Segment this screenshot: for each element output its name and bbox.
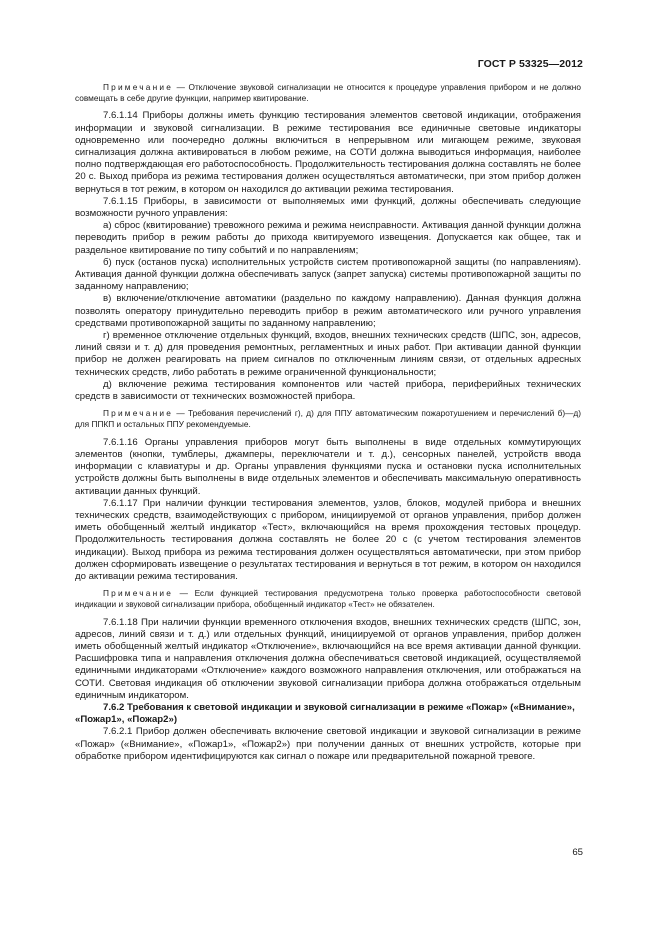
list-item-v: в) включение/отключение автоматики (раздельно по каждому направлению). Данная функция должна позволять оператору принудительно переводить прибор в режим автоматического или ручного управления средствами противопожарной защиты по заданному направлению; <box>75 293 581 329</box>
paragraph-7-6-1-17: 7.6.1.17 При наличии функции тестирования элементов, узлов, блоков, модулей прибора и внешних технических средств, взаимодействующих с прибором, инициируемой от органов управления, прибор должен иметь обобщенный желтый индикатор «Тест», включающийся на время прохождения тестовых процедур. Продолжительность тестирования должна составлять не более 20 с (с учетом тестирования элементов индикации). Выход прибора из режима тестирования должен осуществляться автоматически, при этом прибор должен сформировать извещение о результатах тестирования и вернуться в тот режим, в котором он находился до активации режима тестирования. <box>75 497 581 582</box>
page-number: 65 <box>572 847 583 858</box>
note-2 <box>75 408 581 430</box>
paragraph-7-6-1-18: 7.6.1.18 При наличии функции временного отключения входов, внешних технических средств (ШПС, зон, адресов, линий связи и т. д.) или отдельных функций, инициируемой от органов управления, прибор должен иметь обобщенный желтый индикатор «Отключение», включающийся на все время активации данной функции. Расшифровка типа и направления отключения должна обеспечиваться световой индикацией, осуществляемой единичными индикаторами «Отключение» каждого возможного направления отключения, или отображаться на СОТИ. Световая индикация об отключении звуковой сигнализации прибора должна отображаться отдельным единичным индикатором. <box>75 616 581 701</box>
standard-designation: ГОСТ Р 53325—2012 <box>477 58 583 70</box>
paragraph-7-6-1-14: 7.6.1.14 Приборы должны иметь функцию тестирования элементов световой индикации, отображения информации и звуковой сигнализации. В режиме тестирования все единичные световые индикаторы одновременно или поочередно должны включиться в непрерывном или мигающем режиме, звуковая сигнализация должна активироваться в любом режиме, на СОТИ должна выводиться информация, наиболее полно подтверждающая его работоспособность. Продолжительность тестирования должна составлять не более 20 с. Выход прибора из режима тестирования должен осуществляться автоматически, при этом прибор должен вернуться в тот режим, в котором он находился до активации режима тестирования. <box>75 110 581 195</box>
note-1 <box>75 82 581 104</box>
paragraph-7-6-1-15: 7.6.1.15 Приборы, в зависимости от выполняемых ими функций, должны обеспечивать следующие возможности ручного управления: <box>75 195 581 220</box>
note-label: Примечание <box>103 408 174 419</box>
note-1-text: — Отключение звуковой сигнализации не относится к процедуре управления прибором и не должно совмещать в себе другие функции, например квитирование. <box>75 82 581 104</box>
section-heading-7-6-2: 7.6.2 Требования к световой индикации и звуковой сигнализации в режиме «Пожар» («Внимание», «Пожар1», «Пожар2») <box>75 701 575 726</box>
paragraph-7-6-1-16: 7.6.1.16 Органы управления приборов могут быть выполнены в виде отдельных коммутирующих элементов (кнопки, тумблеры, джамперы, переключатели и т. д.), сенсорных панелей, устройств ввода информации с клавиатуры и др. Органы управления функциями пуска и остановки пуска исполнительных устройств должны быть выполнены в виде отдельных элементов и обеспечивать максимальную оперативность активации данных функций. <box>75 436 581 497</box>
paragraph-7-6-2-1: 7.6.2.1 Прибор должен обеспечивать включение световой индикации и звуковой сигнализации в режиме «Пожар» («Внимание», «Пожар1», «Пожар2») при получении данных от внешних устройств, которые при обработке прибором идентифицируются как сигнал о пожаре или предварительной пожарной тревоге. <box>75 726 581 762</box>
note-label: Примечание <box>103 82 174 92</box>
note-2-text: — Требования перечислений г), д) для ППУ автоматическим пожаротушением и перечислений б)—д) для ППКП и остальных ППУ рекомендуемые. <box>75 408 581 430</box>
list-item-g: г) временное отключение отдельных функций, входов, внешних технических средств (ШПС, зон, адресов, линий связи и т. д) для проведения ремонтных, регламентных и иных работ. При активации данной функции прибор не должен реагировать на прием сигналов по отключенным линиям связи, от отдельных адресных технических средств, либо работать в режиме ограниченной функциональности; <box>75 330 581 378</box>
page-content <box>75 82 581 763</box>
list-item-b: б) пуск (останов пуска) исполнительных устройств систем противопожарной защиты (по направлениям). Активация данной функции должна обеспечивать запуск (запрет запуска) системы противопожарной защиты по заданному направлению; <box>75 256 581 293</box>
list-item-a: а) сброс (квитирование) тревожного режима и режима неисправности. Активация данной функции должна переводить прибор в режим работы до прихода квитируемого извещения. Допускается как общее, так и раздельное квитирование по типу событий и по направлениям; <box>75 220 581 256</box>
list-item-d: д) включение режима тестирования компонентов или частей прибора, периферийных технических средств в зависимости от технических возможностей прибора. <box>75 378 581 403</box>
note-label: Примечание <box>103 588 174 599</box>
note-3-text: — Если функцией тестирования предусмотрена только проверка работоспособности световой индикации и звуковой сигнализации прибора, обобщенный индикатор «Тест» не обязателен. <box>75 588 581 610</box>
note-3 <box>75 588 581 610</box>
